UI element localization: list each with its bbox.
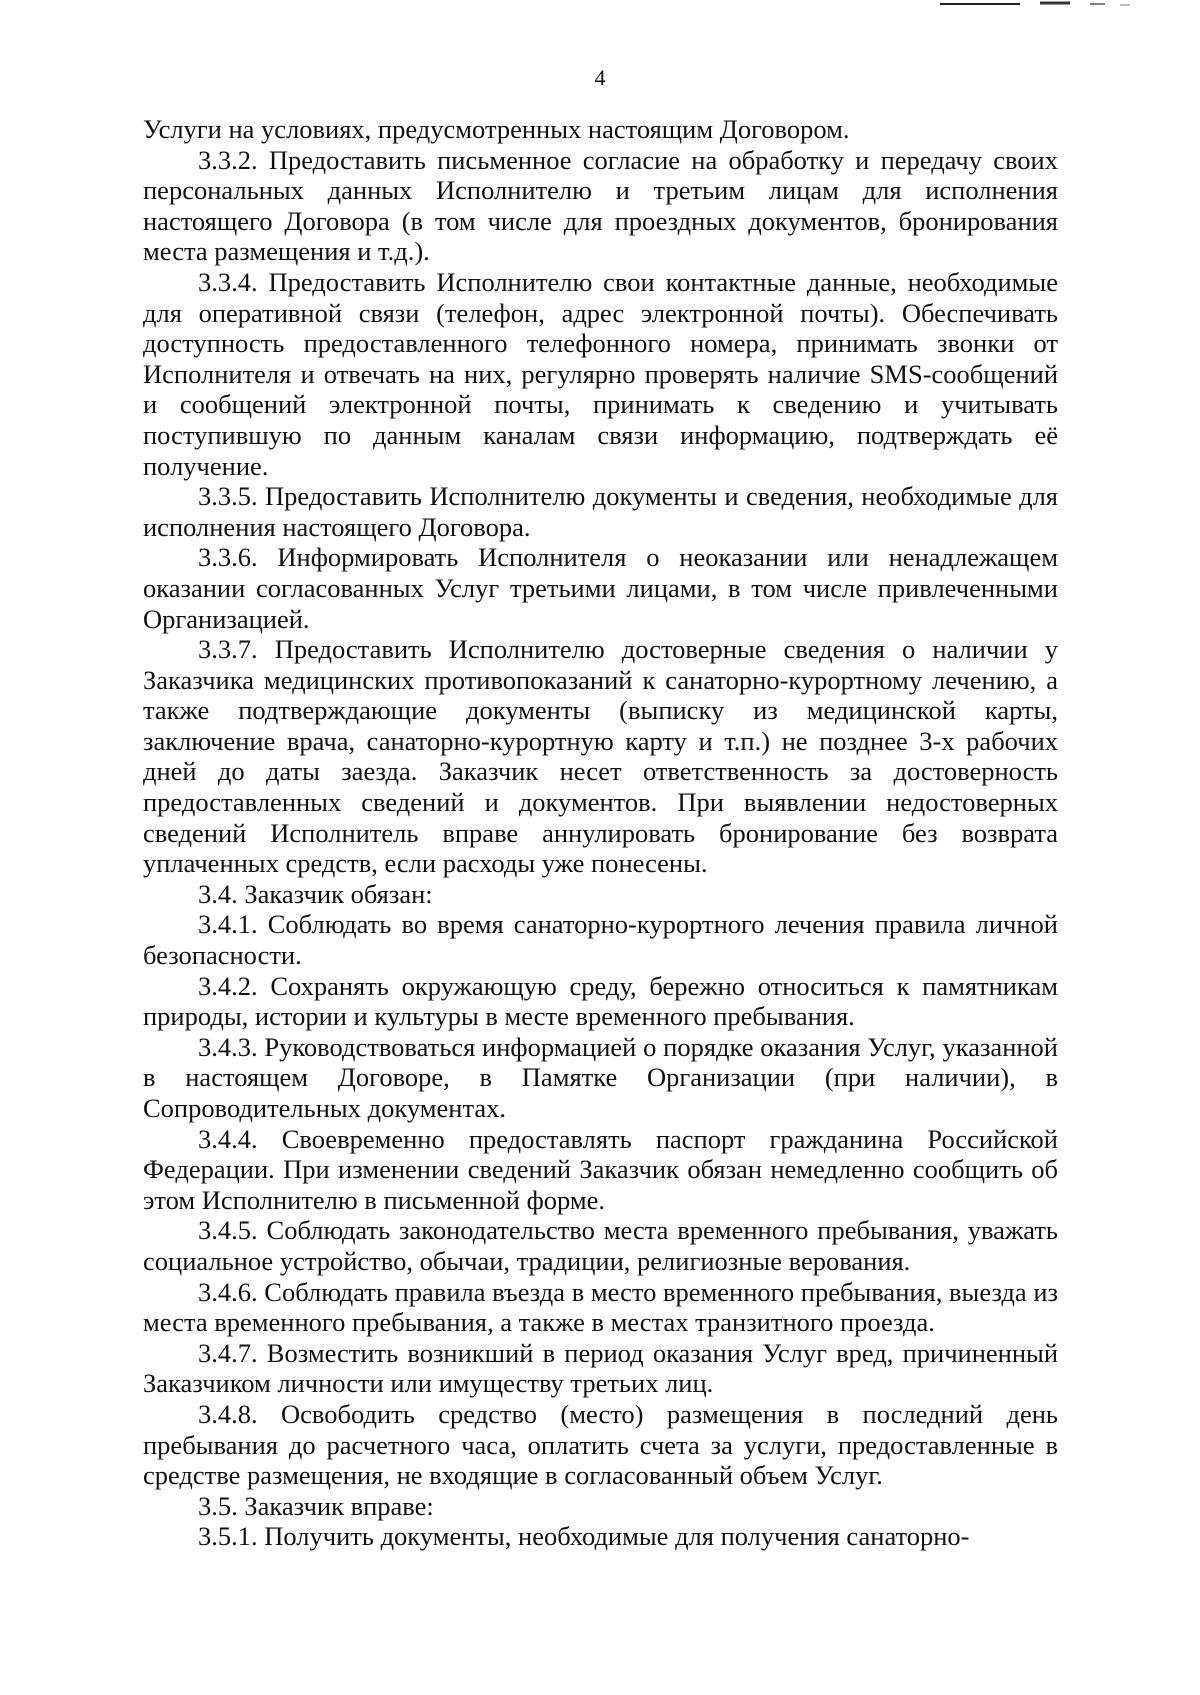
paragraph: 3.4.8. Освободить средство (место) размещения в последний день пребывания до расчетного часа, оплатить счета за услуги, предоставленные в средстве размещения, не входящие в согласованный объем Услуг.	[143, 1398, 1058, 1491]
paragraph: 3.3.7. Предоставить Исполнителю достоверные сведения о наличии у Заказчика медицинских противопоказаний к санаторно-курортному лечению, а также подтверждающие документы (выписку из медицинской карты, заключение врача, санаторно-курортную карту и т.п.) не позднее 3-х рабочих дней до даты заезда. Заказчик несет ответственность за достоверность предоставленных сведений и документов. При выявлении недостоверных сведений Исполнитель вправе аннулировать бронирование без возврата уплаченных средств, если расходы уже понесены.	[143, 634, 1058, 879]
page-number: 4	[594, 65, 606, 90]
paragraph: 3.5.1. Получить документы, необходимые для получения санаторно-	[198, 1521, 970, 1552]
paragraph: 3.4.7. Возместить возникший в период оказания Услуг вред, причиненный Заказчиком личности или имуществу третьих лиц.	[143, 1337, 1058, 1399]
paragraph: 3.4.2. Сохранять окружающую среду, бережно относиться к памятникам природы, истории и культуры в месте временного пребывания.	[143, 970, 1058, 1032]
paragraph: 3.3.6. Информировать Исполнителя о неоказании или ненадлежащем оказании согласованных Услуг третьими лицами, в том числе привлеченными Организацией.	[143, 542, 1058, 634]
paragraph: 3.4.3. Руководствоваться информацией о порядке оказания Услуг, указанной в настоящем Договоре, в Памятке Организации (при наличии), в Сопроводительных документах.	[143, 1031, 1058, 1123]
paragraph: 3.5. Заказчик вправе:	[198, 1490, 434, 1521]
paragraph: 3.3.2. Предоставить письменное согласие на обработку и передачу своих персональных данных Исполнителю и третьим лицам для исполнения настоящего Договора (в том числе для проездных документов, бронирования места размещения и т.д.).	[143, 144, 1058, 267]
paragraph: Услуги на условиях, предусмотренных настоящим Договором.	[143, 114, 850, 144]
paragraph: 3.3.4. Предоставить Исполнителю свои контактные данные, необходимые для оперативной связи (телефон, адрес электронной почты). Обеспечивать доступность предоставленного телефонного номера, принимать звонки от Исполнителя и отвечать на них, регулярно проверять наличие SMS-сообщений и сообщений электронной почты, принимать к сведению и учитывать поступившую по данным каналам связи информацию, подтверждать её получение.	[143, 266, 1058, 481]
paragraph: 3.3.5. Предоставить Исполнителю документы и сведения, необходимые для исполнения настоящего Договора.	[143, 481, 1058, 542]
paragraph: 3.4.4. Своевременно предоставлять паспорт гражданина Российской Федерации. При изменении сведений Заказчик обязан немедленно сообщить об этом Исполнителю в письменной форме.	[143, 1123, 1058, 1215]
paragraph: 3.4.5. Соблюдать законодательство места временного пребывания, уважать социальное устройство, обычаи, традиции, религиозные верования.	[143, 1215, 1058, 1276]
paragraph: 3.4.6. Соблюдать правила въезда в место временного пребывания, выезда из места временного пребывания, а также в местах транзитного проезда.	[143, 1276, 1058, 1338]
paragraph: 3.4. Заказчик обязан:	[198, 878, 433, 909]
document-body	[143, 114, 1058, 1552]
paragraph: 3.4.1. Соблюдать во время санаторно-курортного лечения правила личной безопасности.	[143, 909, 1058, 971]
scan-artifact-line	[940, 0, 1140, 8]
